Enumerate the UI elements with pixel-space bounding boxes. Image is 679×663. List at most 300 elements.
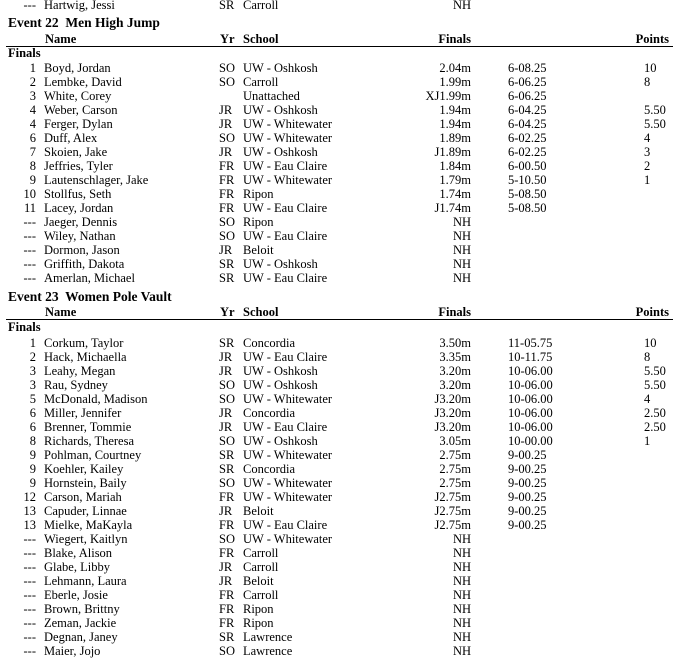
school: UW - Oshkosh: [243, 145, 318, 159]
result-row: [0, 392, 679, 406]
points: 5.50: [644, 103, 666, 117]
result-row: [0, 518, 679, 532]
school: Beloit: [243, 504, 274, 518]
points: 5.50: [644, 364, 666, 378]
final-mark: NH: [452, 630, 471, 644]
school: Ripon: [243, 616, 274, 630]
header-points: Points: [635, 32, 669, 46]
final-mark: J2.75m: [434, 504, 471, 518]
final-mark: NH: [452, 644, 471, 658]
athlete-name: Jeffries, Tyler: [44, 159, 113, 173]
athlete-year: JR: [219, 364, 233, 378]
result-row: [0, 75, 679, 89]
mark-conversion: 6-02.25: [508, 145, 547, 159]
school: Carroll: [243, 546, 279, 560]
result-row: [0, 173, 679, 187]
result-row: [0, 350, 679, 364]
place: ---: [23, 574, 36, 588]
mark-conversion: 5-10.50: [508, 173, 547, 187]
final-mark: 2.75m: [439, 462, 471, 476]
school: UW - Eau Claire: [243, 420, 328, 434]
athlete-name: Blake, Alison: [44, 546, 113, 560]
points: 1: [644, 434, 651, 448]
mark-conversion: 6-06.25: [508, 89, 547, 103]
place: ---: [23, 0, 36, 12]
school: Ripon: [243, 602, 274, 616]
result-row: [0, 131, 679, 145]
header-name: Name: [45, 32, 77, 46]
school: Lawrence: [243, 630, 293, 644]
points: 5.50: [644, 117, 666, 131]
header-points: Points: [635, 305, 669, 319]
athlete-name: Capuder, Linnae: [44, 504, 127, 518]
school: UW - Oshkosh: [243, 257, 318, 271]
place: ---: [23, 630, 36, 644]
final-mark: NH: [452, 215, 471, 229]
result-row: [0, 420, 679, 434]
athlete-year: SR: [219, 0, 235, 12]
mark-conversion: 10-06.00: [508, 420, 553, 434]
round-label-text: Finals: [8, 46, 41, 60]
points: 8: [644, 350, 651, 364]
school: UW - Oshkosh: [243, 61, 318, 75]
header-yr: Yr: [220, 32, 235, 46]
points: 4: [644, 392, 651, 406]
result-row: [0, 89, 679, 103]
column-header-row: [0, 305, 679, 319]
final-mark: 1.94m: [439, 103, 471, 117]
place: 4: [29, 117, 36, 131]
athlete-year: SO: [219, 229, 235, 243]
school: Ripon: [243, 215, 274, 229]
final-mark: NH: [452, 574, 471, 588]
athlete-year: JR: [219, 560, 233, 574]
athlete-name: Lautenschlager, Jake: [44, 173, 149, 187]
school: UW - Whitewater: [243, 448, 333, 462]
athlete-name: Stollfus, Seth: [44, 187, 112, 201]
school: UW - Oshkosh: [243, 103, 318, 117]
points: 3: [644, 145, 651, 159]
mark-conversion: 6-02.25: [508, 131, 547, 145]
place: 9: [29, 173, 36, 187]
place: 7: [29, 145, 36, 159]
place: 4: [29, 103, 36, 117]
athlete-name: Zeman, Jackie: [44, 616, 117, 630]
place: 12: [23, 490, 36, 504]
final-mark: 3.50m: [439, 336, 471, 350]
points: 2: [644, 159, 651, 173]
place: ---: [23, 215, 36, 229]
athlete-year: FR: [219, 490, 235, 504]
place: 8: [29, 159, 36, 173]
athlete-name: Koehler, Kailey: [44, 462, 124, 476]
final-mark: NH: [452, 243, 471, 257]
athlete-name: Hornstein, Baily: [44, 476, 127, 490]
mark-conversion: 10-00.00: [508, 434, 553, 448]
place: ---: [23, 602, 36, 616]
event-title-text: Event 22 Men High Jump: [8, 15, 160, 30]
round-label-text: Finals: [8, 320, 41, 334]
mark-conversion: 9-00.25: [508, 448, 547, 462]
place: 11: [23, 201, 36, 215]
mark-conversion: 10-06.00: [508, 364, 553, 378]
final-mark: 3.05m: [439, 434, 471, 448]
school: UW - Whitewater: [243, 131, 333, 145]
athlete-year: FR: [219, 201, 235, 215]
final-mark: 3.35m: [439, 350, 471, 364]
result-row: [0, 504, 679, 518]
athlete-name: Wiegert, Kaitlyn: [44, 532, 128, 546]
header-finals: Finals: [438, 305, 471, 319]
athlete-year: SO: [219, 75, 235, 89]
school: Lawrence: [243, 644, 293, 658]
athlete-year: SO: [219, 476, 235, 490]
athlete-year: SO: [219, 215, 235, 229]
points: 10: [644, 336, 657, 350]
final-mark: 2.75m: [439, 448, 471, 462]
athlete-name: Jaeger, Dennis: [44, 215, 118, 229]
result-row: [0, 602, 679, 616]
athlete-name: Hartwig, Jessi: [44, 0, 115, 12]
athlete-name: Amerlan, Michael: [44, 271, 135, 285]
place: 5: [29, 392, 36, 406]
place: 6: [29, 131, 36, 145]
final-mark: NH: [452, 229, 471, 243]
result-row: [0, 560, 679, 574]
mark-conversion: 6-00.50: [508, 159, 547, 173]
result-row: [0, 378, 679, 392]
place: 1: [29, 61, 36, 75]
school: UW - Whitewater: [243, 476, 333, 490]
school: Concordia: [243, 462, 296, 476]
final-mark: NH: [452, 532, 471, 546]
athlete-name: Boyd, Jordan: [44, 61, 111, 75]
place: 2: [29, 350, 36, 364]
athlete-year: JR: [219, 420, 233, 434]
place: 13: [23, 504, 36, 518]
final-mark: J1.74m: [434, 201, 471, 215]
place: ---: [23, 560, 36, 574]
final-mark: 1.99m: [439, 75, 471, 89]
header-school: School: [243, 305, 279, 319]
points: 2.50: [644, 406, 666, 420]
school: Carroll: [243, 560, 279, 574]
place: ---: [23, 616, 36, 630]
athlete-year: FR: [219, 187, 235, 201]
result-row: [0, 588, 679, 602]
athlete-name: Brenner, Tommie: [44, 420, 132, 434]
athlete-year: JR: [219, 504, 233, 518]
round-label: [0, 46, 679, 60]
result-row: [0, 364, 679, 378]
mark-conversion: 9-00.25: [508, 504, 547, 518]
result-row: [0, 103, 679, 117]
round-label: [0, 320, 679, 334]
athlete-year: FR: [219, 602, 235, 616]
school: Carroll: [243, 588, 279, 602]
school: UW - Oshkosh: [243, 434, 318, 448]
school: UW - Whitewater: [243, 392, 333, 406]
final-mark: J3.20m: [434, 420, 471, 434]
header-name: Name: [45, 305, 77, 319]
mark-conversion: 11-05.75: [508, 336, 553, 350]
place: 1: [29, 336, 36, 350]
mark-conversion: 9-00.25: [508, 518, 547, 532]
place: 3: [29, 364, 36, 378]
athlete-name: Corkum, Taylor: [44, 336, 124, 350]
athlete-year: JR: [219, 103, 233, 117]
athlete-year: SR: [219, 448, 235, 462]
athlete-year: SR: [219, 630, 235, 644]
mark-conversion: 10-06.00: [508, 392, 553, 406]
place: 3: [29, 378, 36, 392]
result-row: [0, 0, 679, 12]
result-row: [0, 616, 679, 630]
points: 10: [644, 61, 657, 75]
school: UW - Eau Claire: [243, 350, 328, 364]
athlete-year: SR: [219, 257, 235, 271]
school: Beloit: [243, 574, 274, 588]
final-mark: NH: [452, 0, 471, 12]
result-row: [0, 271, 679, 285]
athlete-name: Wiley, Nathan: [44, 229, 116, 243]
mark-conversion: 10-06.00: [508, 378, 553, 392]
athlete-year: FR: [219, 173, 235, 187]
athlete-name: Richards, Theresa: [44, 434, 135, 448]
result-row: [0, 546, 679, 560]
final-mark: 1.74m: [439, 187, 471, 201]
final-mark: NH: [452, 560, 471, 574]
school: Concordia: [243, 406, 296, 420]
athlete-year: FR: [219, 546, 235, 560]
athlete-year: SO: [219, 131, 235, 145]
result-row: [0, 406, 679, 420]
athlete-name: Skoien, Jake: [44, 145, 108, 159]
mark-conversion: 6-06.25: [508, 75, 547, 89]
result-row: [0, 117, 679, 131]
school: Carroll: [243, 0, 279, 12]
athlete-year: SO: [219, 644, 235, 658]
place: 9: [29, 462, 36, 476]
result-row: [0, 448, 679, 462]
mark-conversion: 6-04.25: [508, 117, 547, 131]
school: UW - Eau Claire: [243, 229, 328, 243]
mark-conversion: 9-00.25: [508, 462, 547, 476]
place: ---: [23, 588, 36, 602]
result-row: [0, 490, 679, 504]
athlete-name: Duff, Alex: [44, 131, 98, 145]
school: UW - Whitewater: [243, 173, 333, 187]
school: UW - Eau Claire: [243, 271, 328, 285]
athlete-year: SO: [219, 434, 235, 448]
final-mark: 1.89m: [439, 131, 471, 145]
athlete-name: Carson, Mariah: [44, 490, 122, 504]
result-row: [0, 644, 679, 658]
final-mark: J2.75m: [434, 518, 471, 532]
final-mark: NH: [452, 602, 471, 616]
final-mark: 1.84m: [439, 159, 471, 173]
final-mark: NH: [452, 271, 471, 285]
points: 5.50: [644, 378, 666, 392]
athlete-name: Degnan, Janey: [44, 630, 118, 644]
athlete-name: Hack, Michaella: [44, 350, 127, 364]
school: Concordia: [243, 336, 296, 350]
header-finals: Finals: [438, 32, 471, 46]
place: 9: [29, 476, 36, 490]
place: 9: [29, 448, 36, 462]
final-mark: 1.94m: [439, 117, 471, 131]
event-title-text: Event 23 Women Pole Vault: [8, 289, 172, 304]
place: ---: [23, 644, 36, 658]
result-row: [0, 630, 679, 644]
athlete-year: JR: [219, 243, 233, 257]
final-mark: 3.20m: [439, 378, 471, 392]
mark-conversion: 5-08.50: [508, 187, 547, 201]
athlete-year: JR: [219, 350, 233, 364]
athlete-name: Leahy, Megan: [44, 364, 116, 378]
result-row: [0, 61, 679, 75]
place: 2: [29, 75, 36, 89]
final-mark: NH: [452, 546, 471, 560]
athlete-year: SO: [219, 392, 235, 406]
athlete-name: White, Corey: [44, 89, 112, 103]
athlete-name: Mielke, MaKayla: [44, 518, 133, 532]
athlete-name: Lacey, Jordan: [44, 201, 114, 215]
school: UW - Oshkosh: [243, 364, 318, 378]
school: UW - Whitewater: [243, 532, 333, 546]
result-row: [0, 257, 679, 271]
athlete-name: Lehmann, Laura: [44, 574, 127, 588]
athlete-year: FR: [219, 518, 235, 532]
athlete-name: Maier, Jojo: [44, 644, 101, 658]
athlete-name: Miller, Jennifer: [44, 406, 122, 420]
athlete-name: Dormon, Jason: [44, 243, 120, 257]
place: 10: [23, 187, 36, 201]
school: Unattached: [243, 89, 300, 103]
athlete-year: JR: [219, 406, 233, 420]
result-row: [0, 229, 679, 243]
athlete-name: Rau, Sydney: [44, 378, 108, 392]
result-row: [0, 145, 679, 159]
athlete-year: SR: [219, 336, 235, 350]
final-mark: J3.20m: [434, 392, 471, 406]
column-header-row: [0, 32, 679, 46]
athlete-name: Brown, Brittny: [44, 602, 120, 616]
mark-conversion: 10-06.00: [508, 406, 553, 420]
final-mark: 2.04m: [439, 61, 471, 75]
athlete-name: McDonald, Madison: [44, 392, 148, 406]
mark-conversion: 6-08.25: [508, 61, 547, 75]
result-row: [0, 336, 679, 350]
result-row: [0, 243, 679, 257]
final-mark: NH: [452, 616, 471, 630]
final-mark: J1.89m: [434, 145, 471, 159]
athlete-year: FR: [219, 588, 235, 602]
athlete-name: Eberle, Josie: [44, 588, 108, 602]
place: ---: [23, 546, 36, 560]
school: UW - Whitewater: [243, 490, 333, 504]
place: ---: [23, 243, 36, 257]
school: UW - Oshkosh: [243, 378, 318, 392]
result-row: [0, 574, 679, 588]
mark-conversion: 9-00.25: [508, 476, 547, 490]
result-row: [0, 434, 679, 448]
athlete-name: Glabe, Libby: [44, 560, 110, 574]
place: 13: [23, 518, 36, 532]
mark-conversion: 6-04.25: [508, 103, 547, 117]
result-row: [0, 187, 679, 201]
result-row: [0, 462, 679, 476]
event-title: [0, 290, 679, 306]
place: 3: [29, 89, 36, 103]
points: 8: [644, 75, 651, 89]
place: ---: [23, 532, 36, 546]
athlete-year: JR: [219, 145, 233, 159]
athlete-name: Ferger, Dylan: [44, 117, 113, 131]
event-title: [0, 16, 679, 32]
header-yr: Yr: [220, 305, 235, 319]
school: Carroll: [243, 75, 279, 89]
athlete-year: SR: [219, 462, 235, 476]
final-mark: J3.20m: [434, 406, 471, 420]
mark-conversion: 10-11.75: [508, 350, 553, 364]
place: 6: [29, 420, 36, 434]
school: UW - Eau Claire: [243, 518, 328, 532]
school: Beloit: [243, 243, 274, 257]
place: 6: [29, 406, 36, 420]
athlete-year: FR: [219, 159, 235, 173]
final-mark: 3.20m: [439, 364, 471, 378]
school: UW - Eau Claire: [243, 159, 328, 173]
final-mark: NH: [452, 588, 471, 602]
final-mark: NH: [452, 257, 471, 271]
result-row: [0, 476, 679, 490]
athlete-name: Lembke, David: [44, 75, 122, 89]
athlete-name: Weber, Carson: [44, 103, 118, 117]
points: 4: [644, 131, 651, 145]
result-row: [0, 215, 679, 229]
final-mark: 2.75m: [439, 476, 471, 490]
school: UW - Whitewater: [243, 117, 333, 131]
place: ---: [23, 257, 36, 271]
final-mark: XJ1.99m: [425, 89, 471, 103]
place: 8: [29, 434, 36, 448]
school: Ripon: [243, 187, 274, 201]
athlete-year: JR: [219, 574, 233, 588]
athlete-year: SR: [219, 271, 235, 285]
athlete-year: SO: [219, 532, 235, 546]
place: ---: [23, 229, 36, 243]
athlete-year: SO: [219, 61, 235, 75]
header-school: School: [243, 32, 279, 46]
mark-conversion: 9-00.25: [508, 490, 547, 504]
athlete-name: Pohlman, Courtney: [44, 448, 142, 462]
points: 2.50: [644, 420, 666, 434]
result-row: [0, 532, 679, 546]
place: ---: [23, 271, 36, 285]
points: 1: [644, 173, 651, 187]
mark-conversion: 5-08.50: [508, 201, 547, 215]
athlete-year: FR: [219, 616, 235, 630]
final-mark: 1.79m: [439, 173, 471, 187]
athlete-name: Griffith, Dakota: [44, 257, 125, 271]
result-row: [0, 159, 679, 173]
final-mark: J2.75m: [434, 490, 471, 504]
school: UW - Eau Claire: [243, 201, 328, 215]
result-row: [0, 201, 679, 215]
athlete-year: JR: [219, 117, 233, 131]
athlete-year: SO: [219, 378, 235, 392]
